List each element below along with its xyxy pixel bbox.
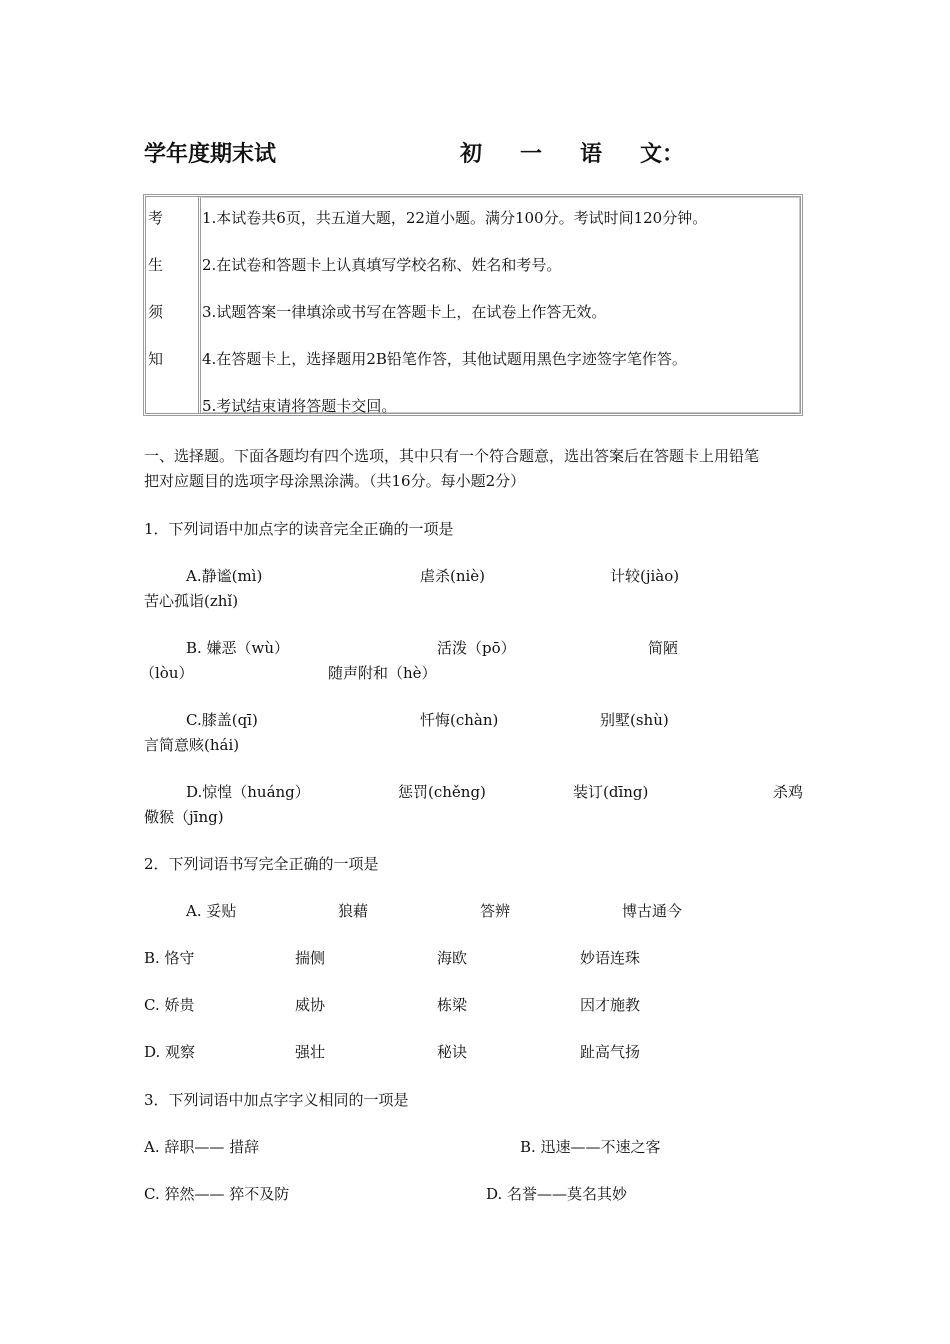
q2-option-b-word: B. 恪守 [144, 949, 195, 967]
q2-option-b-word: 海欧 [437, 949, 468, 967]
q1-stem: 1．下列词语中加点字的读音完全正确的一项是 [144, 520, 454, 538]
q3-option-d: D. 名誉——莫名其妙 [486, 1185, 628, 1203]
q2-option-d-word: 秘诀 [437, 1043, 468, 1061]
q2-stem: 2．下列词语书写完全正确的一项是 [144, 855, 379, 873]
q1-option-b-word: 简陋 [648, 639, 679, 657]
q1-option-d-word: 惩罚(chěng) [398, 783, 486, 801]
q1-option-c-word: 忏悔(chàn) [420, 711, 499, 729]
q1-option-a-word: 苦心孤诣(zhǐ) [144, 592, 239, 610]
q1-option-b-word: 随声附和（hè） [328, 664, 437, 682]
q2-option-d-word: D. 观察 [144, 1043, 196, 1061]
q1-option-c-word: 别墅(shù) [600, 711, 669, 729]
q2-option-b-word: 揣侧 [295, 949, 326, 967]
q1-option-d-word: 杀鸡 [773, 783, 804, 801]
q2-option-c-word: C. 娇贵 [144, 996, 195, 1014]
notice-item: 5.考试结束请将答题卡交回。 [202, 397, 397, 415]
q1-option-a-word: A.静谧(mì) [186, 567, 263, 585]
q2-option-d-word: 趾高气扬 [580, 1043, 641, 1061]
q1-option-c-word: C.膝盖(qī) [186, 711, 258, 729]
q2-option-a-word: A. 妥贴 [186, 902, 237, 920]
q1-option-a-word: 计较(jiào) [610, 567, 680, 585]
notice-label-char: 知 [148, 350, 164, 368]
q1-option-b-word: 活泼（pō） [437, 639, 516, 657]
q1-option-c-word: 言简意赅(hái) [144, 736, 240, 754]
section1-intro-line1: 一、选择题。下面各题均有四个选项，其中只有一个符合题意，选出答案后在答题卡上用铅笔 [144, 447, 760, 465]
exam-title-char-3: 语 [580, 142, 603, 167]
q2-option-b-word: 妙语连珠 [580, 949, 641, 967]
q3-option-c: C. 猝然—— 猝不及防 [144, 1185, 290, 1203]
q1-option-d-word: 儆猴（jīng) [144, 808, 224, 826]
notice-divider [198, 197, 201, 413]
q2-option-a-word: 博古通今 [622, 902, 683, 920]
q1-option-d-word: 装订(dīng) [573, 783, 649, 801]
q3-stem: 3．下列词语中加点字字义相同的一项是 [144, 1091, 409, 1109]
notice-item: 2.在试卷和答题卡上认真填写学校名称、姓名和考号。 [202, 256, 562, 274]
q1-option-a-word: 虐杀(niè) [420, 567, 486, 585]
q2-option-c-word: 栋梁 [437, 996, 468, 1014]
q2-option-a-word: 狼藉 [338, 902, 369, 920]
q2-option-c-word: 威协 [295, 996, 326, 1014]
section1-intro-line2: 把对应题目的选项字母涂黑涂满。（共16分。每小题2分） [144, 472, 526, 490]
exam-title-char-2: 一 [520, 142, 543, 167]
notice-label-char: 考 [148, 209, 164, 227]
notice-label-char: 须 [148, 303, 164, 321]
notice-item: 1.本试卷共6页，共五道大题，22道小题。满分100分。考试时间120分钟。 [202, 209, 708, 227]
exam-title-char-1: 初 [460, 142, 483, 167]
q1-option-b-word: （lòu） [140, 664, 194, 682]
q1-option-d-word: D.惊惶（huáng） [186, 783, 310, 801]
exam-title-char-4: 文： [640, 142, 685, 167]
notice-item: 4.在答题卡上，选择题用2B铅笔作答，其他试题用黑色字迹签字笔作答。 [202, 350, 687, 368]
notice-item: 3.试题答案一律填涂或书写在答题卡上，在试卷上作答无效。 [202, 303, 607, 321]
exam-notice-box [143, 194, 803, 416]
exam-title-left: 学年度期末试 [144, 142, 277, 167]
q2-option-d-word: 强壮 [295, 1043, 326, 1061]
q3-option-b: B. 迅速——不速之客 [520, 1138, 661, 1156]
q3-option-a: A. 辞职—— 措辞 [144, 1138, 260, 1156]
q2-option-c-word: 因才施教 [580, 996, 641, 1014]
q2-option-a-word: 答辨 [480, 902, 511, 920]
notice-label-char: 生 [148, 256, 164, 274]
q1-option-b-word: B. 嫌恶（wù） [186, 639, 290, 657]
